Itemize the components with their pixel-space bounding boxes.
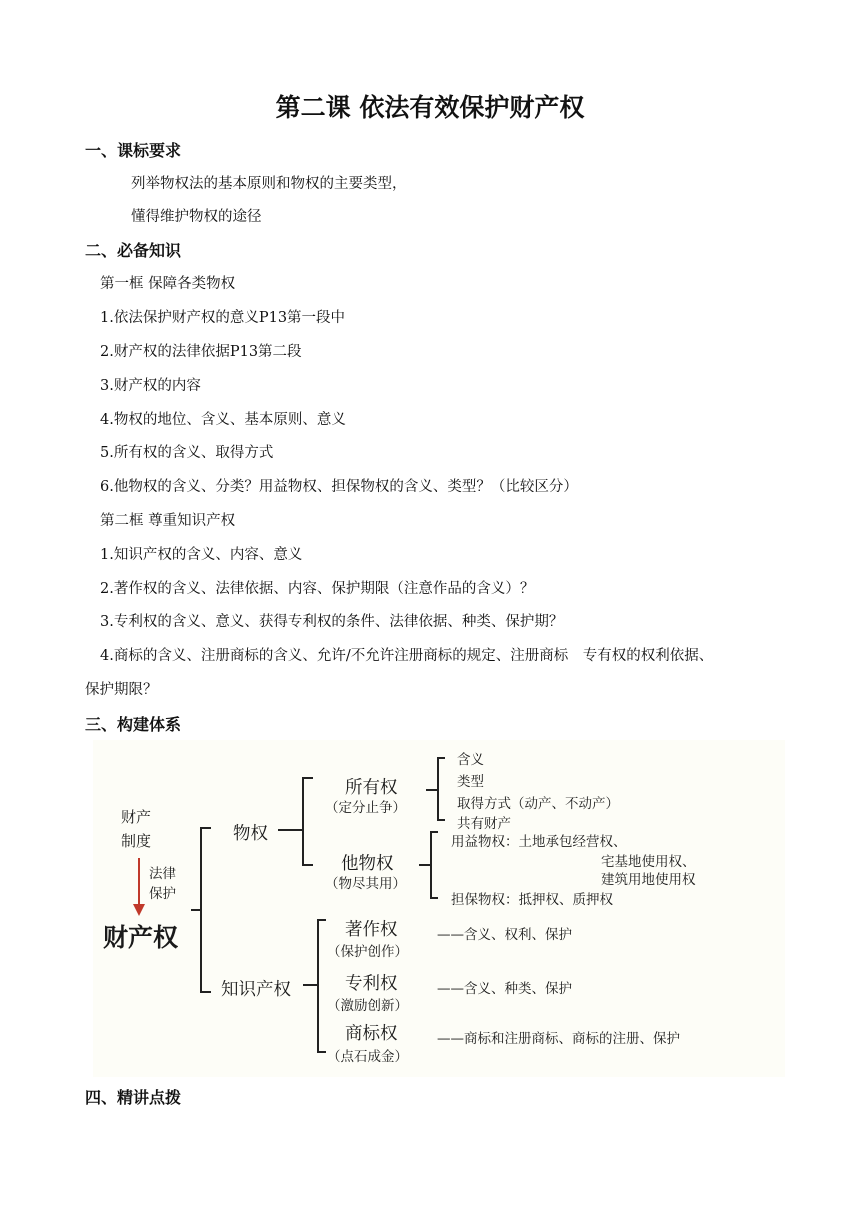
ip-node: 知识产权 <box>221 980 291 1000</box>
other-right-node: 他物权 <box>341 854 394 874</box>
security-right-line: 担保物权：抵押权、质押权 <box>451 892 613 908</box>
patent-desc: ——含义、种类、保护 <box>437 981 572 997</box>
property-system-label: 财产 <box>121 808 152 826</box>
section-heading-knowledge: 二、必备知识 <box>85 241 182 260</box>
ownership-item: 类型 <box>457 774 484 790</box>
frame-2-item: 1.知识产权的含义、内容、意义 <box>100 547 303 563</box>
standards-line-1: 列举物权法的基本原则和物权的主要类型， <box>131 176 407 192</box>
frame-1-item: 1.依法保护财产权的意义P13第一段中 <box>100 310 346 326</box>
real-right-node: 物权 <box>233 824 268 844</box>
trademark-desc: ——商标和注册商标、商标的注册、保护 <box>437 1031 680 1047</box>
ownership-note: （定分止争） <box>325 800 406 816</box>
property-system-label: 制度 <box>121 832 152 850</box>
copyright-desc: ——含义、权利、保护 <box>437 927 572 943</box>
frame-1-item: 4.物权的地位、含义、基本原则、意义 <box>100 412 346 428</box>
trademark-note: （点石成金） <box>327 1049 408 1065</box>
patent-node: 专利权 <box>345 974 398 994</box>
frame-2-item-continued: 保护期限？ <box>85 682 158 698</box>
standards-line-2: 懂得维护物权的途径 <box>131 209 262 225</box>
patent-note: （激励创新） <box>327 998 408 1014</box>
frame-2-title: 第二框 尊重知识产权 <box>100 513 236 529</box>
frame-2-item: 4.商标的含义、注册商标的含义、允许/不允许注册商标的规定、注册商标 专有权的权利依据、 <box>100 648 714 664</box>
frame-1-item: 2.财产权的法律依据P13第二段 <box>100 344 302 360</box>
frame-1-item: 5.所有权的含义、取得方式 <box>100 445 274 461</box>
frame-2-item: 2.著作权的含义、法律依据、内容、保护期限（注意作品的含义）？ <box>100 581 535 597</box>
ownership-item: 共有财产 <box>457 816 511 832</box>
ownership-item: 含义 <box>457 752 484 768</box>
frame-1-title: 第一框 保障各类物权 <box>100 276 236 292</box>
ownership-item: 取得方式（动产、不动产） <box>457 796 619 812</box>
copyright-node: 著作权 <box>345 920 398 940</box>
other-right-note: （物尽其用） <box>325 876 406 892</box>
section-heading-framework: 三、构建体系 <box>85 715 182 734</box>
ownership-node: 所有权 <box>345 778 398 798</box>
trademark-node: 商标权 <box>345 1024 398 1044</box>
copyright-note: （保护创作） <box>327 944 408 960</box>
law-protect-label: 法律 <box>149 866 176 882</box>
section-heading-key-points: 四、精讲点拨 <box>85 1088 182 1107</box>
usufruct-line: 建筑用地使用权 <box>601 872 696 888</box>
usufruct-line: 宅基地使用权、 <box>601 854 696 870</box>
usufruct-line: 用益物权：土地承包经营权、 <box>451 834 627 850</box>
section-heading-standards: 一、课标要求 <box>85 141 182 160</box>
root-property-right: 财产权 <box>103 923 179 952</box>
frame-2-item: 3.专利权的含义、意义、获得专利权的条件、法律依据、种类、保护期？ <box>100 614 564 630</box>
page-title: 第二课 依法有效保护财产权 <box>275 93 585 122</box>
law-protect-label: 保护 <box>149 886 176 902</box>
frame-1-item: 3.财产权的内容 <box>100 378 201 394</box>
knowledge-structure-diagram <box>93 740 785 1077</box>
frame-1-item: 6.他物权的含义、分类？用益物权、担保物权的含义、类型？（比较区分） <box>100 479 578 495</box>
